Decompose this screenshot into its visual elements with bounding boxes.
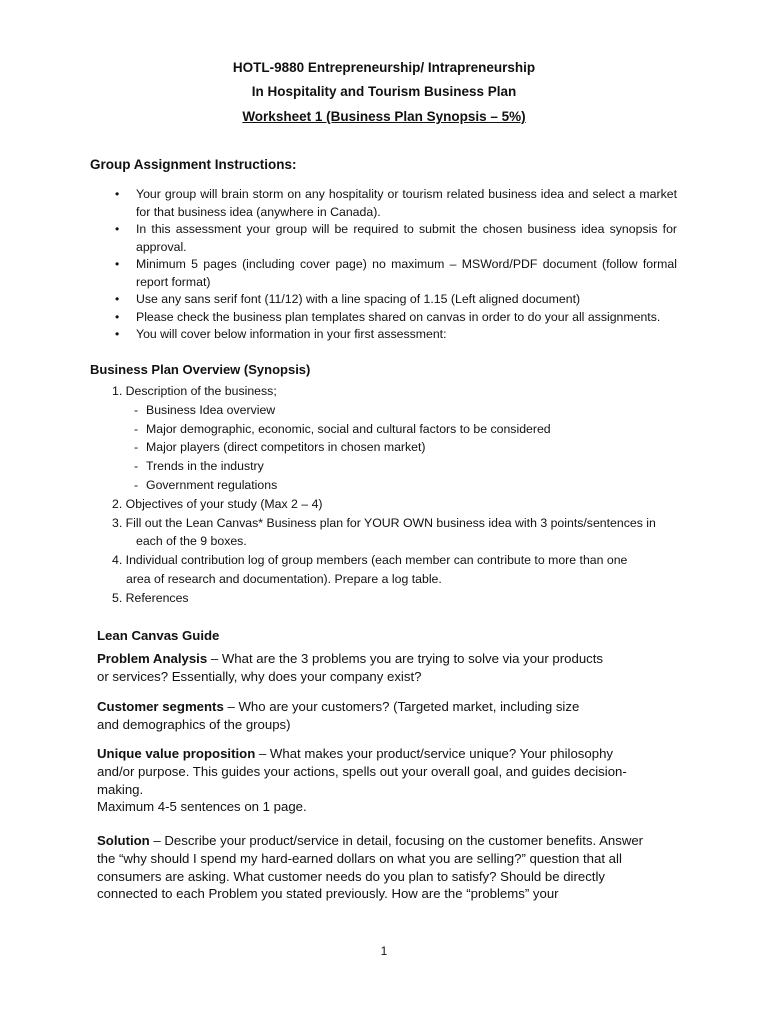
list-item: - Trends in the industry bbox=[112, 457, 678, 476]
list-item: • In this assessment your group will be required to submit the chosen business idea synopsis for approval. bbox=[115, 222, 677, 254]
dash-icon: - bbox=[134, 421, 139, 436]
instructions-heading: Group Assignment Instructions: bbox=[90, 157, 297, 172]
page-number: 1 bbox=[380, 944, 388, 958]
list-item: • Your group will brain storm on any hospitality or tourism related business idea and select a market for that business idea (anywhere in Canada). bbox=[115, 187, 677, 219]
list-item: • You will cover below information in your first assessment: bbox=[112, 326, 677, 344]
problem-analysis-paragraph: Problem Analysis – What are the 3 problems you are trying to solve via your products or services? Essentially, why does your company exist? bbox=[97, 651, 604, 684]
worksheet-title: Worksheet 1 (Business Plan Synopsis – 5%) bbox=[242, 109, 526, 124]
bullet-icon: • bbox=[115, 292, 120, 306]
list-item: - Major demographic, economic, social and cultural factors to be considered bbox=[112, 420, 678, 439]
bullet-icon: • bbox=[115, 187, 120, 201]
customer-segments-label: Customer segments bbox=[97, 699, 224, 714]
bullet-icon: • bbox=[115, 327, 120, 341]
overview-item-3-cont: each of the 9 boxes. bbox=[136, 534, 247, 549]
overview-item-3: 3. Fill out the Lean Canvas* Business plan for YOUR OWN business idea with 3 points/sentences in bbox=[112, 515, 656, 530]
list-item: - Business Idea overview bbox=[112, 401, 678, 420]
list-item: - Government regulations bbox=[112, 476, 678, 495]
customer-segments-paragraph: Customer segments – Who are your customers? (Targeted market, including size and demographics of the groups) bbox=[97, 699, 580, 732]
dash-icon: - bbox=[134, 459, 139, 474]
overview-item-4-cont: area of research and documentation). Prepare a log table. bbox=[126, 571, 442, 586]
lean-canvas-heading: Lean Canvas Guide bbox=[97, 628, 220, 643]
overview-list bbox=[112, 382, 678, 608]
list-item: • Minimum 5 pages (including cover page) no maximum – MSWord/PDF document (follow formal report format) bbox=[115, 257, 677, 289]
uvp-label: Unique value proposition bbox=[97, 746, 256, 761]
overview-item-1: 1. Description of the business; bbox=[112, 384, 277, 398]
overview-heading: Business Plan Overview (Synopsis) bbox=[90, 362, 311, 377]
solution-paragraph: Solution – Describe your product/service in detail, focusing on the customer benefits. Answer the “why should I spend my hard-earned dollars on what you are selling?” question that all consumers are asking. What customer needs do you plan to satisfy? Should be directly connected to each Problem you stated previously. How are the “problems” your bbox=[97, 833, 644, 902]
dash-icon: - bbox=[134, 402, 139, 417]
bullet-icon: • bbox=[115, 309, 120, 324]
overview-item-5: 5. References bbox=[112, 590, 189, 605]
bullet-icon: • bbox=[115, 257, 120, 271]
dash-icon: - bbox=[134, 477, 139, 492]
overview-item-2: 2. Objectives of your study (Max 2 – 4) bbox=[112, 496, 323, 511]
document-subtitle: In Hospitality and Tourism Business Plan bbox=[251, 84, 517, 99]
list-item: • Please check the business plan templates shared on canvas in order to do your all assignments. bbox=[112, 309, 677, 327]
overview-item-4: 4. Individual contribution log of group members (each member can contribute to more than one bbox=[112, 553, 628, 568]
course-title: HOTL-9880 Entrepreneurship/ Intrapreneurship bbox=[232, 60, 536, 75]
list-item: - Major players (direct competitors in chosen market) bbox=[112, 438, 678, 457]
problem-analysis-label: Problem Analysis bbox=[97, 651, 208, 666]
list-item: • Use any sans serif font (11/12) with a line spacing of 1.15 (Left aligned document) bbox=[112, 291, 677, 309]
bullet-icon: • bbox=[115, 222, 120, 236]
unique-value-proposition-paragraph: Unique value proposition – What makes your product/service unique? Your philosophy and/or purpose. This guides your actions, spells out your overall goal, and guides decision- making. Maximum 4-5 sentences on 1 page. bbox=[97, 746, 627, 815]
solution-label: Solution bbox=[97, 833, 150, 848]
dash-icon: - bbox=[134, 440, 139, 455]
instructions-list bbox=[112, 186, 677, 344]
